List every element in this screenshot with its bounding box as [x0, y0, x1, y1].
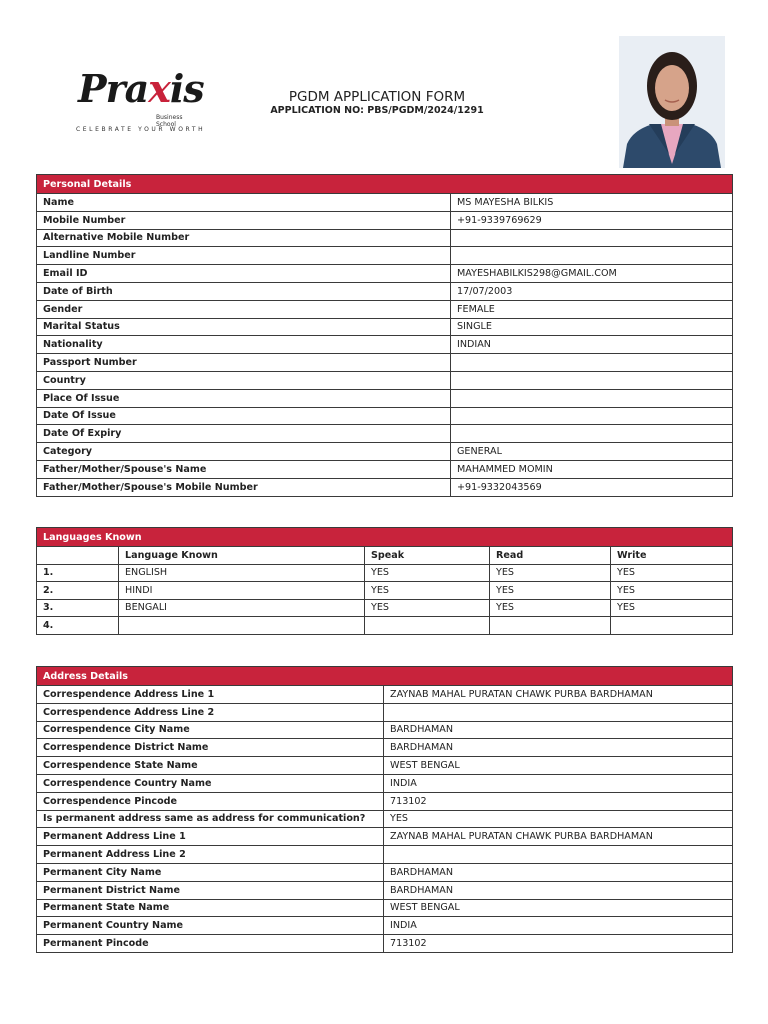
table-cell: YES — [365, 564, 490, 582]
field-label: Gender — [37, 300, 451, 318]
application-number: APPLICATION NO: PBS/PGDM/2024/1291 — [270, 105, 484, 116]
table-row — [37, 599, 733, 617]
field-value: +91-9339769629 — [451, 211, 733, 229]
logo-wordmark: Praxis — [78, 66, 204, 111]
field-value: INDIA — [384, 774, 733, 792]
table-cell: YES — [490, 599, 611, 617]
field-label: Permanent Pincode — [37, 935, 384, 953]
column-header: Write — [611, 547, 733, 565]
table-cell: YES — [611, 582, 733, 600]
table-cell — [490, 617, 611, 635]
table-cell: YES — [611, 564, 733, 582]
table-cell: YES — [490, 564, 611, 582]
table-row — [37, 899, 733, 917]
section-heading-address: Address Details — [37, 667, 733, 686]
applicant-photo — [619, 36, 725, 168]
field-label: Father/Mother/Spouse's Mobile Number — [37, 478, 451, 496]
field-value: 713102 — [384, 935, 733, 953]
field-value: SINGLE — [451, 318, 733, 336]
table-row — [37, 617, 733, 635]
field-label: Mobile Number — [37, 211, 451, 229]
field-label: Correspendence City Name — [37, 721, 384, 739]
table-row — [37, 194, 733, 212]
field-value: MAHAMMED MOMIN — [451, 460, 733, 478]
table-row — [37, 703, 733, 721]
field-value — [451, 229, 733, 247]
field-label: Email ID — [37, 265, 451, 283]
row-number: 4. — [37, 617, 119, 635]
table-row — [37, 757, 733, 775]
field-label: Category — [37, 443, 451, 461]
table-cell: YES — [365, 599, 490, 617]
personal-details-table — [36, 174, 733, 497]
table-cell — [611, 617, 733, 635]
field-value: GENERAL — [451, 443, 733, 461]
table-row — [37, 354, 733, 372]
table-row — [37, 721, 733, 739]
column-header: Read — [490, 547, 611, 565]
table-row — [37, 318, 733, 336]
table-row — [37, 265, 733, 283]
field-value: BARDHAMAN — [384, 863, 733, 881]
field-label: Nationality — [37, 336, 451, 354]
table-row — [37, 792, 733, 810]
field-value: BARDHAMAN — [384, 881, 733, 899]
field-label: Permanent Address Line 2 — [37, 846, 384, 864]
field-value: ZAYNAB MAHAL PURATAN CHAWK PURBA BARDHAMAN — [384, 686, 733, 704]
table-row — [37, 564, 733, 582]
field-value — [384, 846, 733, 864]
field-label: Date Of Expiry — [37, 425, 451, 443]
table-cell: HINDI — [119, 582, 365, 600]
field-value — [451, 389, 733, 407]
table-cell: YES — [611, 599, 733, 617]
field-label: Alternative Mobile Number — [37, 229, 451, 247]
table-row — [37, 425, 733, 443]
field-value: MAYESHABILKIS298@GMAIL.COM — [451, 265, 733, 283]
praxis-logo — [74, 66, 206, 136]
column-header — [37, 547, 119, 565]
field-value: BARDHAMAN — [384, 739, 733, 757]
field-label: Date of Birth — [37, 282, 451, 300]
field-label: Correspendence Pincode — [37, 792, 384, 810]
table-row — [37, 810, 733, 828]
table-row — [37, 229, 733, 247]
column-header-row — [37, 547, 733, 565]
table-row — [37, 247, 733, 265]
form-title: PGDM APPLICATION FORM — [288, 89, 466, 105]
table-row — [37, 739, 733, 757]
table-row — [37, 443, 733, 461]
field-label: Permanent District Name — [37, 881, 384, 899]
field-value: +91-9332043569 — [451, 478, 733, 496]
field-label: Permanent Address Line 1 — [37, 828, 384, 846]
field-label: Country — [37, 371, 451, 389]
column-header: Language Known — [119, 547, 365, 565]
table-row — [37, 828, 733, 846]
table-row — [37, 863, 733, 881]
field-label: Father/Mother/Spouse's Name — [37, 460, 451, 478]
table-row — [37, 282, 733, 300]
table-row — [37, 917, 733, 935]
field-value — [451, 247, 733, 265]
table-row — [37, 774, 733, 792]
field-label: Place Of Issue — [37, 389, 451, 407]
field-value — [451, 354, 733, 372]
logo-subtitle: Business School — [156, 114, 183, 128]
field-label: Marital Status — [37, 318, 451, 336]
field-value: WEST BENGAL — [384, 899, 733, 917]
field-label: Date Of Issue — [37, 407, 451, 425]
field-label: Is permanent address same as address for communication? — [37, 810, 384, 828]
table-row — [37, 846, 733, 864]
field-label: Permanent Country Name — [37, 917, 384, 935]
field-label: Correspendence District Name — [37, 739, 384, 757]
field-label: Correspendence Address Line 1 — [37, 686, 384, 704]
field-value — [451, 425, 733, 443]
field-value: 17/07/2003 — [451, 282, 733, 300]
row-number: 2. — [37, 582, 119, 600]
table-row — [37, 582, 733, 600]
section-heading-languages: Languages Known — [37, 528, 733, 547]
field-value: WEST BENGAL — [384, 757, 733, 775]
field-label: Name — [37, 194, 451, 212]
field-value: ZAYNAB MAHAL PURATAN CHAWK PURBA BARDHAMAN — [384, 828, 733, 846]
logo-tagline: CELEBRATE YOUR WORTH — [76, 126, 206, 133]
table-row — [37, 478, 733, 496]
table-cell: ENGLISH — [119, 564, 365, 582]
table-row — [37, 211, 733, 229]
table-row — [37, 407, 733, 425]
field-value: MS MAYESHA BILKIS — [451, 194, 733, 212]
table-row — [37, 336, 733, 354]
row-number: 3. — [37, 599, 119, 617]
table-cell: YES — [490, 582, 611, 600]
field-value: INDIAN — [451, 336, 733, 354]
table-cell: BENGALI — [119, 599, 365, 617]
field-label: Passport Number — [37, 354, 451, 372]
table-row — [37, 389, 733, 407]
row-number: 1. — [37, 564, 119, 582]
table-cell: YES — [365, 582, 490, 600]
table-row — [37, 460, 733, 478]
table-cell — [119, 617, 365, 635]
field-label: Correspendence State Name — [37, 757, 384, 775]
field-label: Permanent State Name — [37, 899, 384, 917]
languages-known-table — [36, 527, 733, 635]
table-row — [37, 686, 733, 704]
table-row — [37, 935, 733, 953]
table-row — [37, 300, 733, 318]
field-label: Permanent City Name — [37, 863, 384, 881]
section-heading-personal: Personal Details — [37, 175, 733, 194]
field-value: 713102 — [384, 792, 733, 810]
field-value: YES — [384, 810, 733, 828]
address-details-table — [36, 666, 733, 953]
field-value — [451, 371, 733, 389]
field-label: Correspendence Country Name — [37, 774, 384, 792]
field-value: INDIA — [384, 917, 733, 935]
field-label: Landline Number — [37, 247, 451, 265]
field-label: Correspendence Address Line 2 — [37, 703, 384, 721]
table-cell — [365, 617, 490, 635]
table-row — [37, 371, 733, 389]
field-value — [451, 407, 733, 425]
field-value — [384, 703, 733, 721]
column-header: Speak — [365, 547, 490, 565]
field-value: BARDHAMAN — [384, 721, 733, 739]
table-row — [37, 881, 733, 899]
field-value: FEMALE — [451, 300, 733, 318]
